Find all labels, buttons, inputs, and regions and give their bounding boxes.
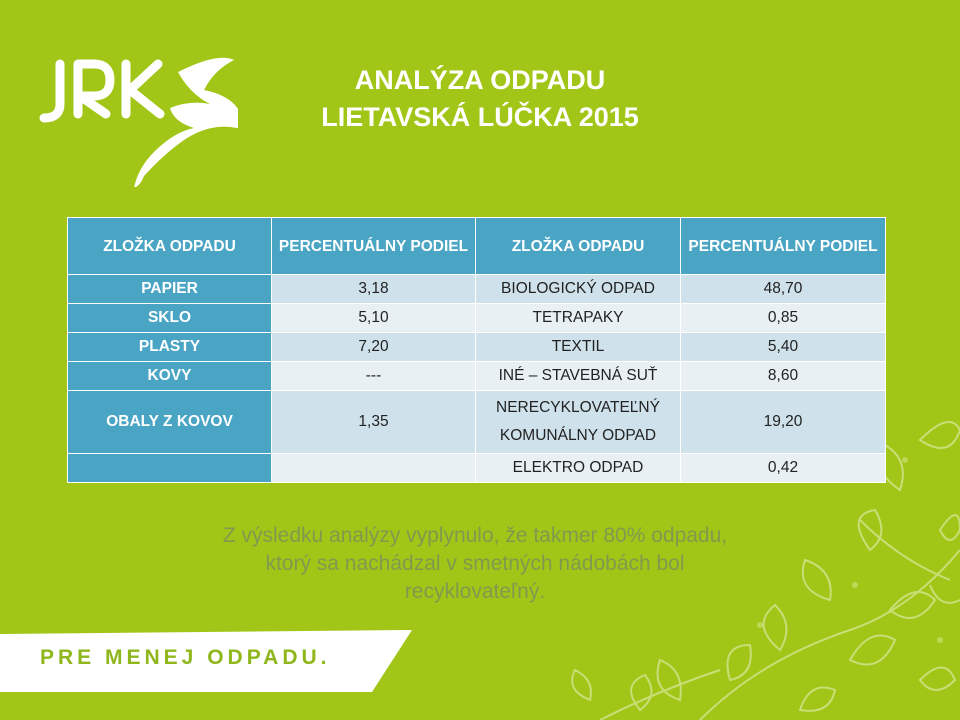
row-value-2: 0,42 <box>681 454 886 483</box>
table-row <box>68 304 886 333</box>
row-label-2: BIOLOGICKÝ ODPAD <box>476 275 681 304</box>
row-value-2: 8,60 <box>681 362 886 391</box>
table-row <box>68 454 886 483</box>
summary-line-1: Z výsledku analýzy vyplynulo, že takmer 80% odpadu, <box>222 524 728 547</box>
title-line-1: ANALÝZA ODPADU <box>354 65 606 95</box>
slide-title <box>290 62 670 136</box>
waste-analysis-table <box>67 217 886 483</box>
row-value <box>272 454 476 483</box>
header-cell-component-2: ZLOŽKA ODPADU <box>476 218 681 275</box>
row-label-2: TEXTIL <box>476 333 681 362</box>
row-value: 5,10 <box>272 304 476 333</box>
row-value: 3,18 <box>272 275 476 304</box>
row-value: 7,20 <box>272 333 476 362</box>
header-cell-share-1: PERCENTUÁLNY PODIEL <box>272 218 476 275</box>
jrk-logo <box>38 52 238 187</box>
table-header-row <box>68 218 886 275</box>
summary-text <box>160 522 790 606</box>
table-row <box>68 391 886 454</box>
row-label: OBALY Z KOVOV <box>68 391 272 454</box>
row-value-2: 19,20 <box>681 391 886 454</box>
row-value-2: 5,40 <box>681 333 886 362</box>
row-label: KOVY <box>68 362 272 391</box>
row-label-2: ELEKTRO ODPAD <box>476 454 681 483</box>
table-row <box>68 362 886 391</box>
title-line-2: LIETAVSKÁ LÚČKA 2015 <box>321 102 639 132</box>
header-cell-component-1: ZLOŽKA ODPADU <box>68 218 272 275</box>
row-label: SKLO <box>68 304 272 333</box>
row-label-2: INÉ – STAVEBNÁ SUŤ <box>476 362 681 391</box>
summary-line-3: recyklovateľný. <box>404 580 546 603</box>
row-label <box>68 454 272 483</box>
slogan-text: PRE MENEJ ODPADU. <box>40 646 331 669</box>
row-label: PLASTY <box>68 333 272 362</box>
summary-line-2: ktorý sa nachádzal v smetných nádobách bol <box>265 552 685 575</box>
row-label-2: NERECYKLOVATEĽNÝ KOMUNÁLNY ODPAD <box>476 391 681 454</box>
row-label-2: TETRAPAKY <box>476 304 681 333</box>
table-row <box>68 275 886 304</box>
row-label: PAPIER <box>68 275 272 304</box>
row-value: --- <box>272 362 476 391</box>
row-value-2: 48,70 <box>681 275 886 304</box>
table-row <box>68 333 886 362</box>
row-value-2: 0,85 <box>681 304 886 333</box>
header-cell-share-2: PERCENTUÁLNY PODIEL <box>681 218 886 275</box>
row-value: 1,35 <box>272 391 476 454</box>
